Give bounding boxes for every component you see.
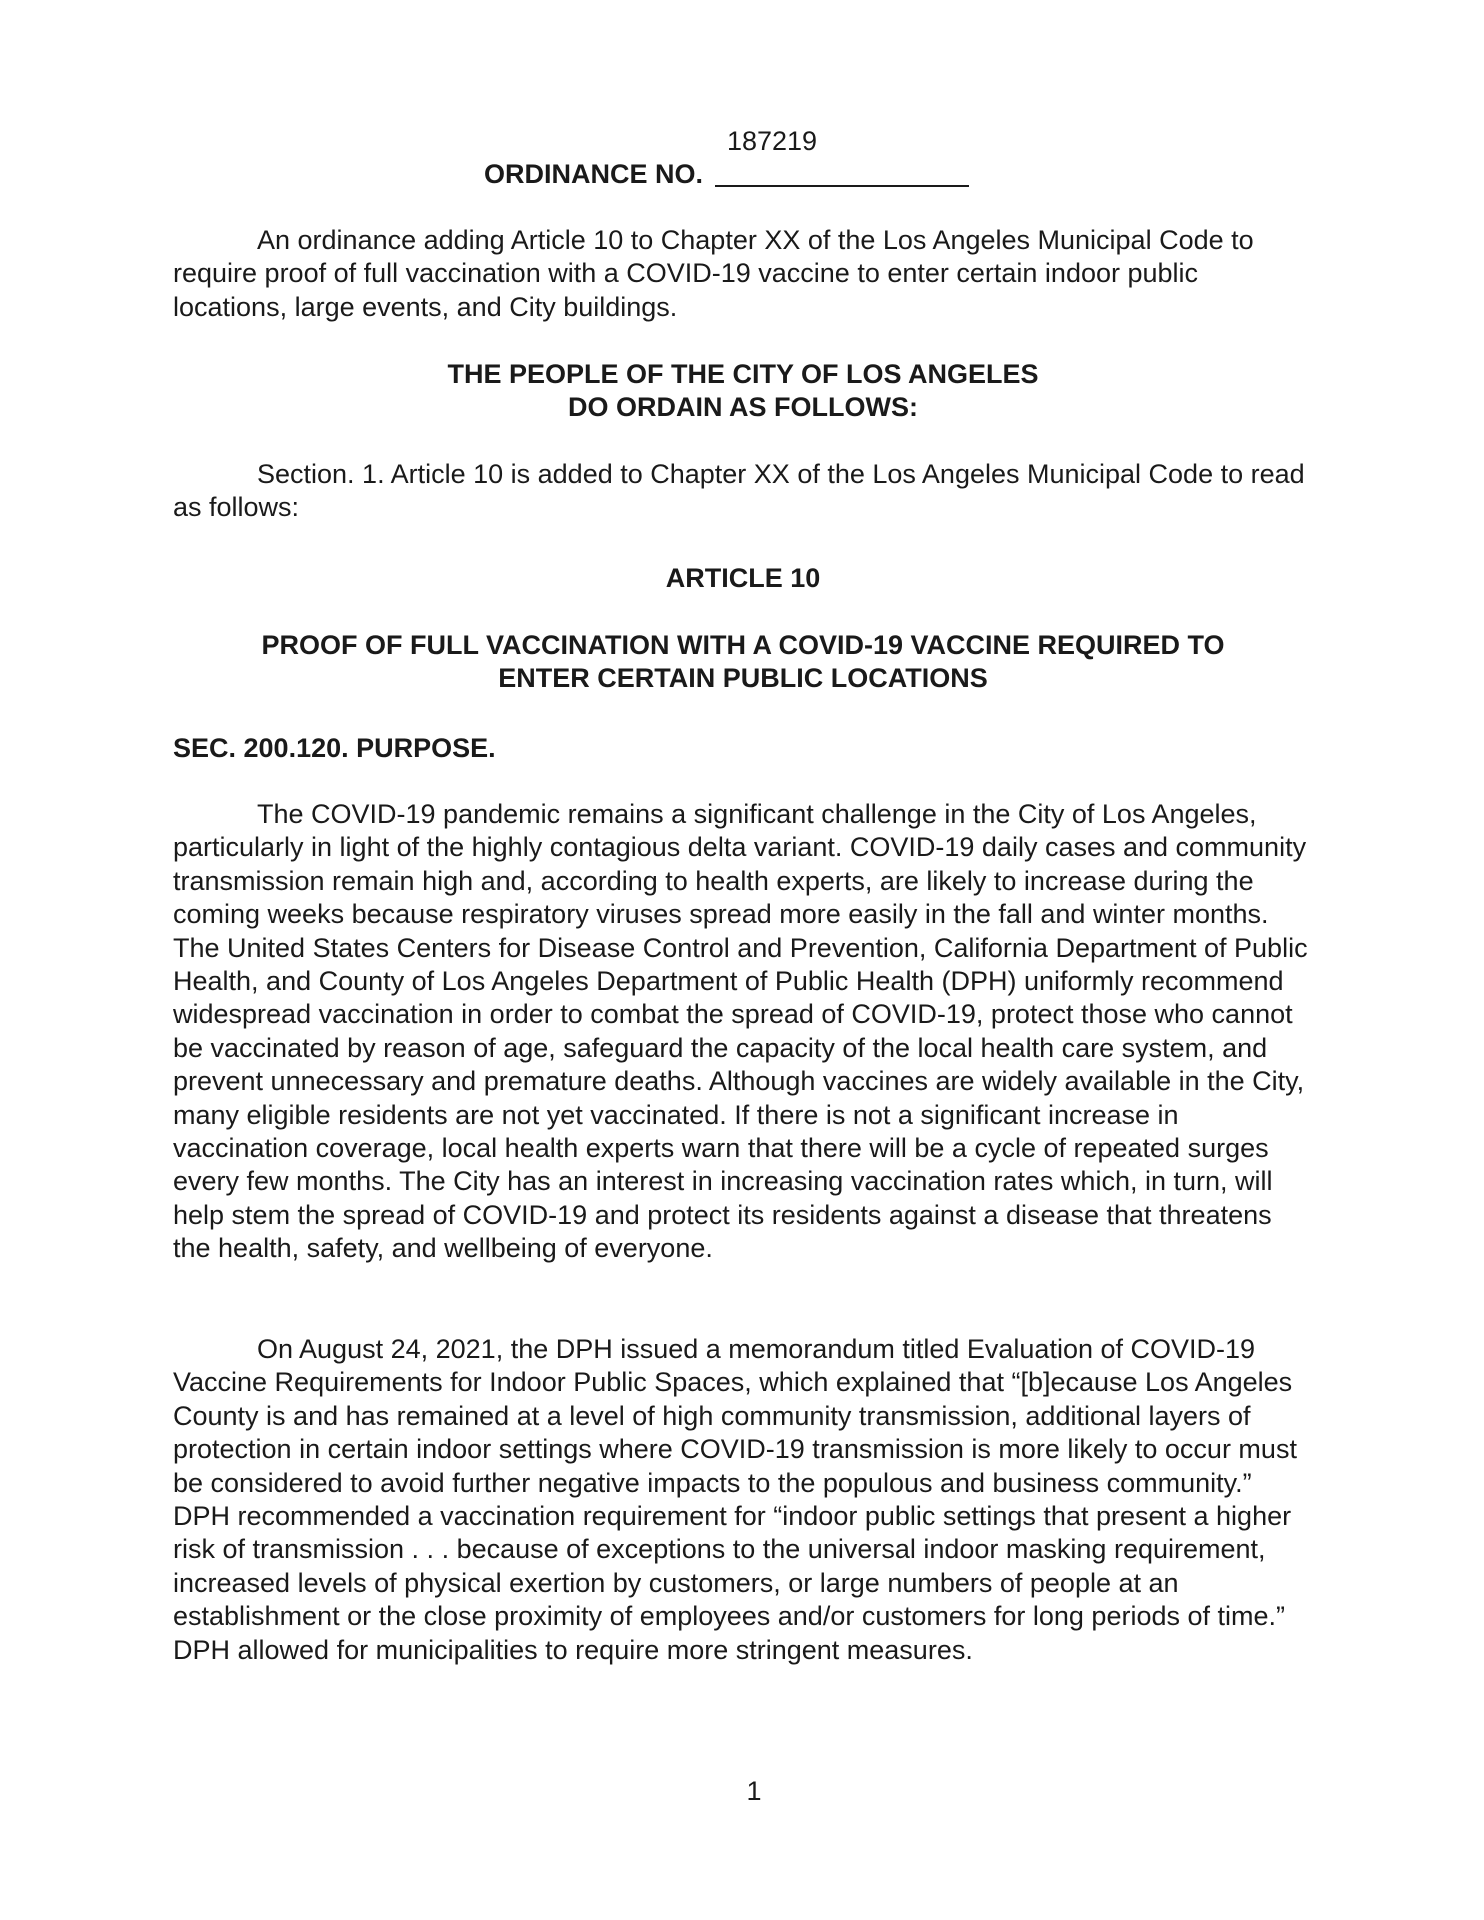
intro-text: An ordinance adding Article 10 to Chapter XX of the Los Angeles Municipal Code to require proof of full vaccination with a COVID-19 vaccine to enter certain indoor public locations, large events, and City buildings. [173, 225, 1254, 322]
ordinance-label: ORDINANCE NO. [484, 159, 704, 189]
ordinance-number: 187219 [726, 126, 818, 156]
ordinance-number-line [715, 185, 969, 187]
enacting-line-2: DO ORDAIN AS FOLLOWS: [568, 392, 918, 422]
page-number: 1 [746, 1776, 762, 1806]
ordinance-title [484, 159, 969, 190]
article-title-line-1: PROOF OF FULL VACCINATION WITH A COVID-19 VACCINE REQUIRED TO [261, 630, 1225, 660]
purpose-paragraph-1 [173, 798, 1313, 1266]
purpose-paragraph-2 [173, 1333, 1313, 1667]
section-1-paragraph [173, 458, 1313, 525]
intro-paragraph [173, 224, 1313, 324]
section-1-text: Section. 1. Article 10 is added to Chapter XX of the Los Angeles Municipal Code to read as follows: [173, 459, 1305, 523]
section-heading-purpose: SEC. 200.120. PURPOSE. [173, 733, 496, 763]
purpose-paragraph-2-text: On August 24, 2021, the DPH issued a memorandum titled Evaluation of COVID-19 Vaccine Requirements for Indoor Public Spaces, which explained that “[b]ecause Los Angeles County is and has remained at a level of high community transmission, additional layers of protection in certain indoor settings where COVID-19 transmission is more likely to occur must be considered to avoid further negative impacts to the populous and business community.” DPH recommended a vaccination requirement for “indoor public settings that present a higher risk of transmission . . . because of exceptions to the universal indoor masking requirement, increased levels of physical exertion by customers, or large numbers of people at an establishment or the close proximity of employees and/or customers for long periods of time.” DPH allowed for municipalities to require more stringent measures. [173, 1334, 1297, 1665]
enacting-line-1: THE PEOPLE OF THE CITY OF LOS ANGELES [447, 359, 1039, 389]
article-heading: ARTICLE 10 [665, 563, 821, 593]
article-title-line-2: ENTER CERTAIN PUBLIC LOCATIONS [498, 663, 988, 693]
purpose-paragraph-1-text: The COVID-19 pandemic remains a significant challenge in the City of Los Angeles, particularly in light of the highly contagious delta variant. COVID-19 daily cases and community transmission remain high and, according to health experts, are likely to increase during the coming weeks because respiratory viruses spread more easily in the fall and winter months. The United States Centers for Disease Control and Prevention, California Department of Public Health, and County of Los Angeles Department of Public Health (DPH) uniformly recommend widespread vaccination in order to combat the spread of COVID-19, protect those who cannot be vaccinated by reason of age, safeguard the capacity of the local health care system, and prevent unnecessary and premature deaths. Although vaccines are widely available in the City, many eligible residents are not yet vaccinated. If there is not a significant increase in vaccination coverage, local health experts warn that there will be a cycle of repeated surges every few months. The City has an interest in increasing vaccination rates which, in turn, will help stem the spread of COVID-19 and protect its residents against a disease that threatens the health, safety, and wellbeing of everyone. [173, 799, 1308, 1264]
article-title [173, 629, 1313, 695]
enacting-clause [173, 358, 1313, 424]
